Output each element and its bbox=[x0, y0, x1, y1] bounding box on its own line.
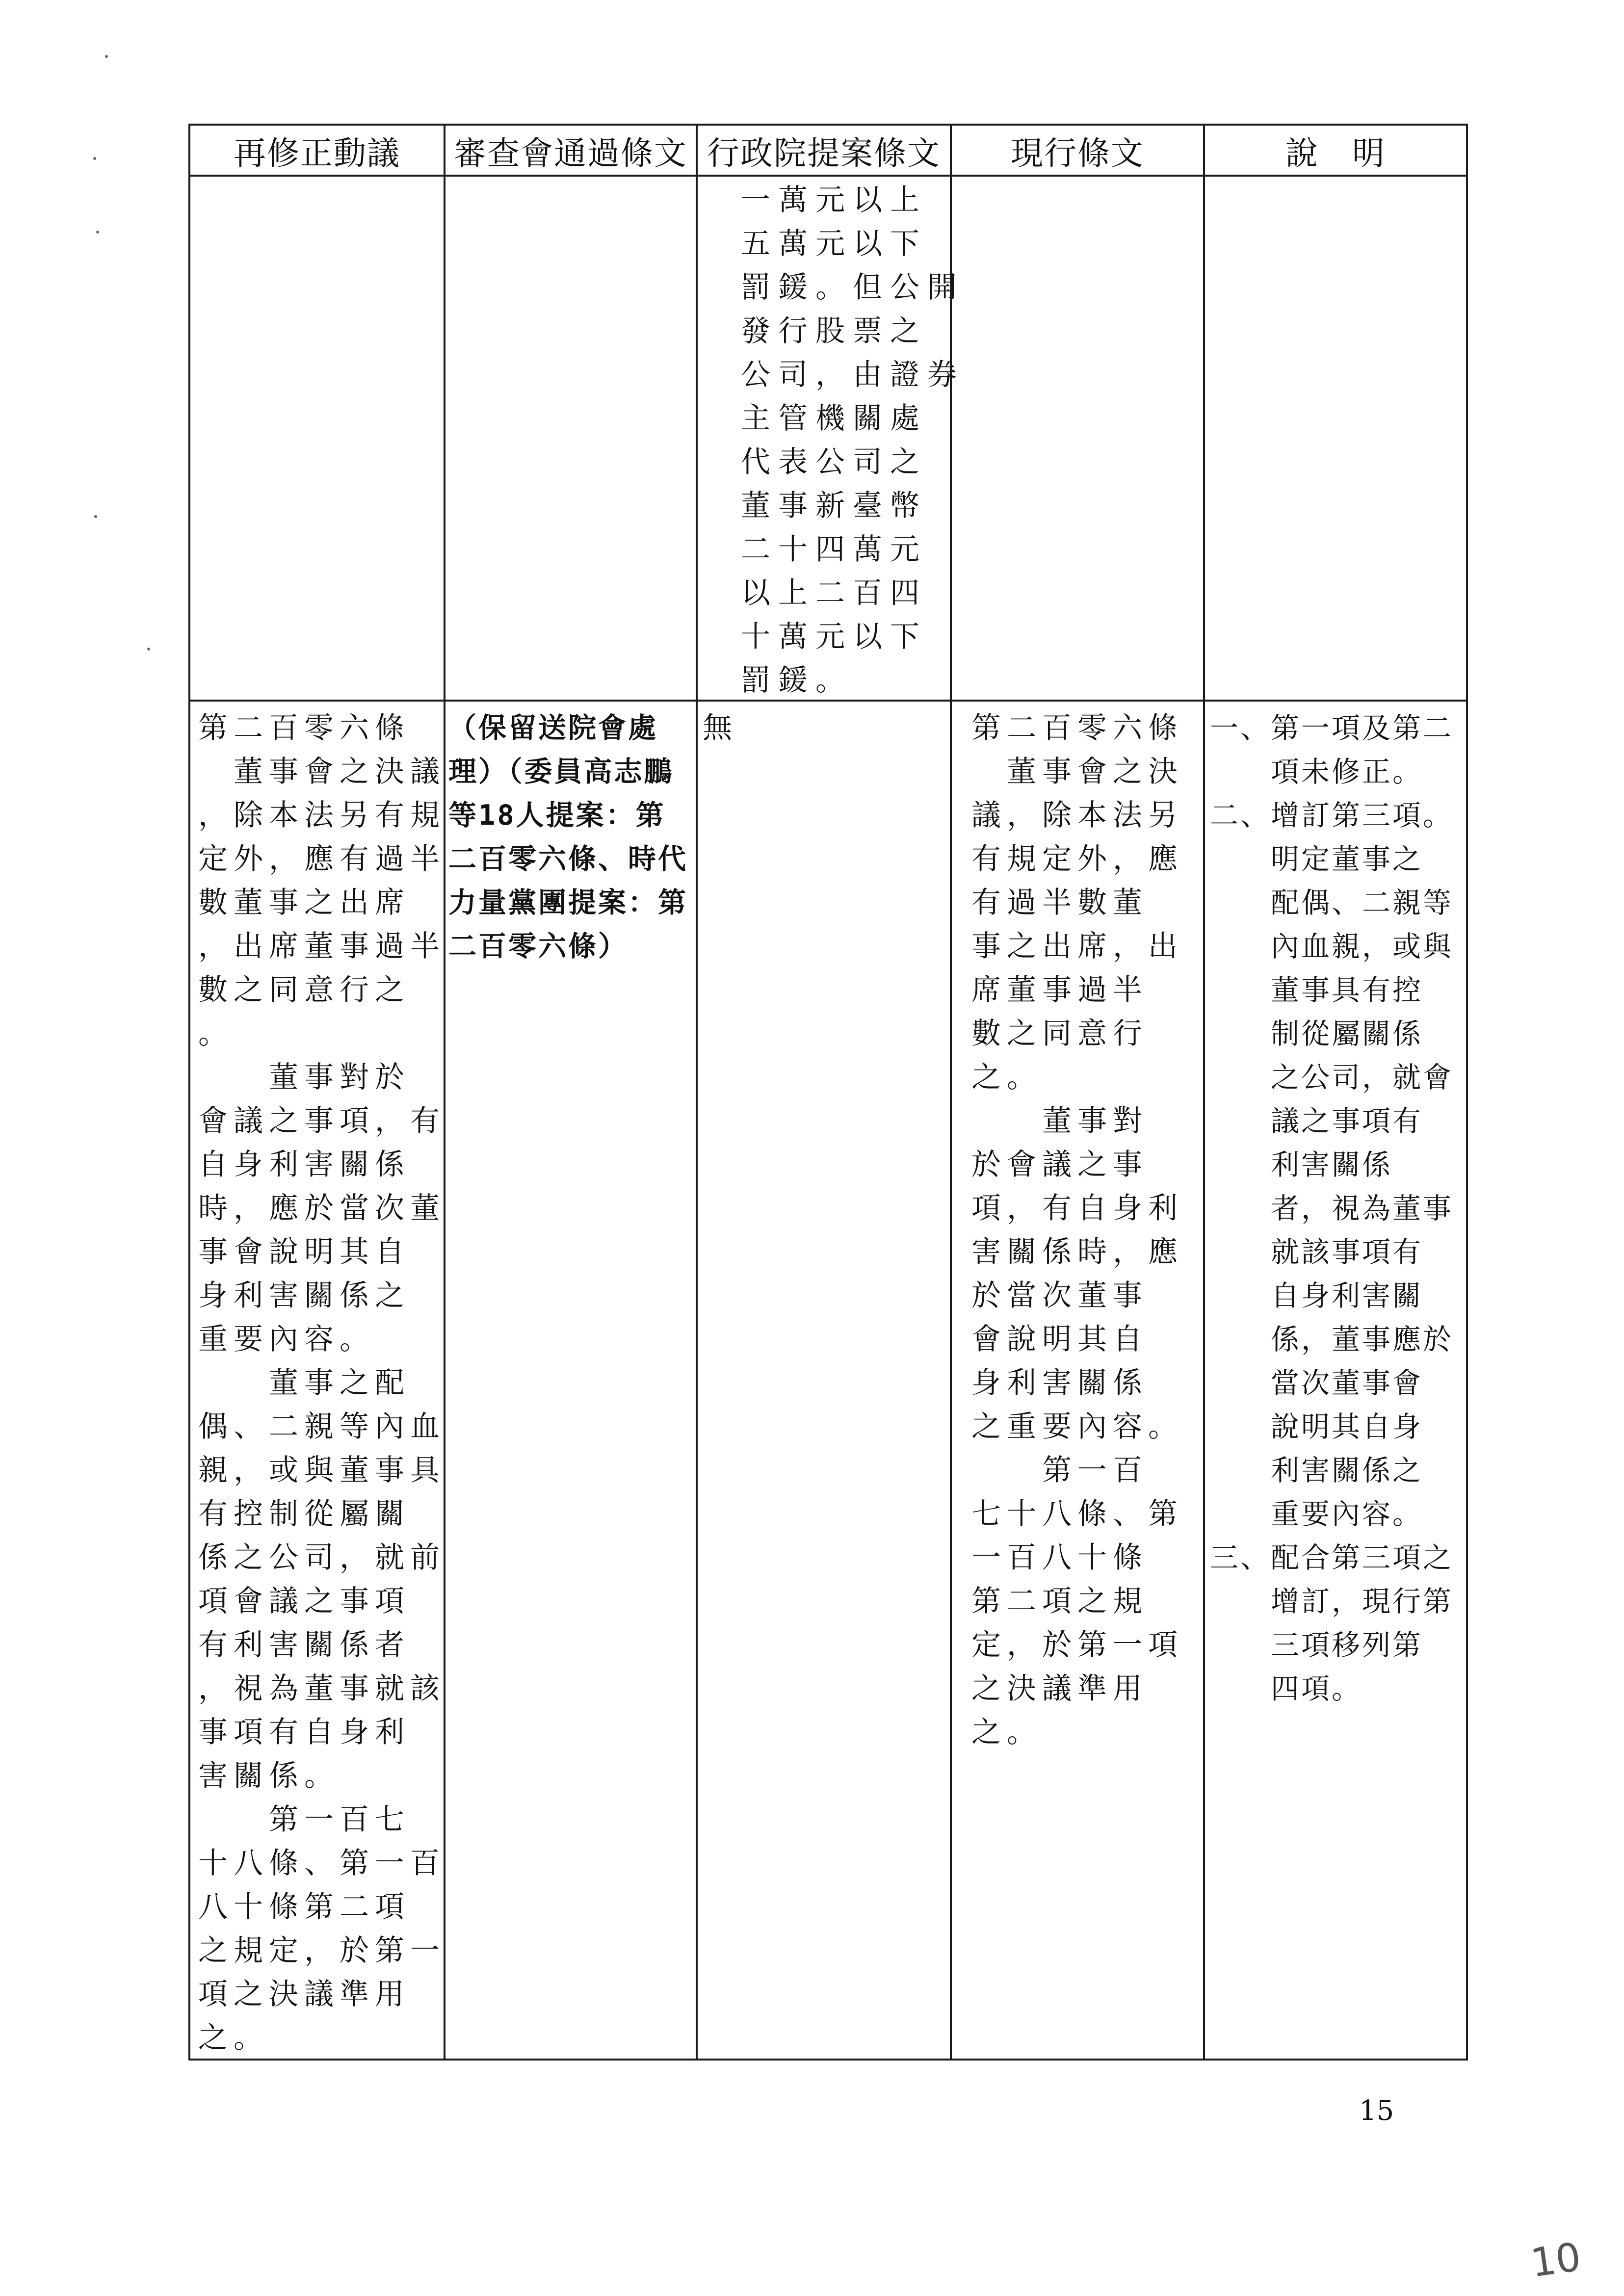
explanation-text: 一、第一項及第二 項未修正。 二、增訂第三項。 明定董事之 配偶、二親等 內血親，或與 董事具有控 制從屬關係 之公司，就會 議之事項有 利害關係 者，視為董事 就該事項有 自身利害關 係，董事應於 當次董事會 說明其自身 利害關係之 重要內容。 三、配合第三項之 增訂，現行第 三項移列第 四項。 bbox=[1210, 711, 1454, 1705]
header-committee: 審查會通過條文 bbox=[454, 134, 687, 172]
scan-speck bbox=[147, 648, 150, 651]
scan-speck bbox=[105, 55, 108, 58]
col-border-2 bbox=[696, 124, 698, 2061]
header-explanation: 說 明 bbox=[1285, 134, 1386, 172]
col-border-5 bbox=[1466, 124, 1468, 2061]
page-number: 15 bbox=[1359, 2095, 1394, 2127]
col-border-4 bbox=[1203, 124, 1205, 2061]
header-bottom-border bbox=[188, 175, 1468, 177]
exec-yuan-text: 無 bbox=[703, 711, 739, 745]
committee-text: （保留送院會處 理）（委員高志鵬 等18人提案：第 二百零六條、時代 力量黨團提案：第 二百零六條） bbox=[448, 712, 688, 963]
re-amendment-text: 第二百零六條 董事會之決議 ，除本法另有規 定外，應有過半 數董事之出席 ，出席董事過半 數之同意行之 。 董事對於 會議之事項，有 自身利害關係 時，應於當次董 事會說明其自 身利害關係之 重要內容。 董事之配 偶、二親等內血 親，或與董事具 有控制從屬關 係之公司，就前 項會議之事項 有利害關係者 ，視為董事就該 事項有自身利 害關係。 第一百七 十八條、第一百 八十條第二項 之規定，於第一 項之決議準用 之。 bbox=[198, 711, 445, 2055]
scan-speck bbox=[94, 515, 97, 518]
scan-speck bbox=[93, 157, 96, 160]
header-exec-yuan: 行政院提案條文 bbox=[707, 134, 941, 172]
header-current: 現行條文 bbox=[1011, 134, 1144, 172]
handwritten-margin-note: 10 bbox=[1528, 2234, 1584, 2286]
current-text: 第二百零六條 董事會之決 議，除本法另 有規定外，應 有過半數董 事之出席，出 席董事過半 數之同意行 之。 董事對 於會議之事 項，有自身利 害關係時，應 於當次董事 會說明其自 身利害關係 之重要內容。 第一百 七十八條、第 一百八十條 第二項之規 定，於第一項 之決議準用 之。 bbox=[971, 711, 1183, 1749]
header-re-amendment: 再修正動議 bbox=[234, 134, 400, 172]
col-border-0 bbox=[188, 124, 190, 2061]
scan-speck bbox=[96, 231, 99, 234]
exec-yuan-continuation-text: 一萬元以上 五萬元以下 罰鍰。但公開 發行股票之 公司，由證券 主管機關處 代表公司之 董事新臺幣 二十四萬元 以上二百四 十萬元以下 罰鍰。 bbox=[741, 183, 965, 698]
